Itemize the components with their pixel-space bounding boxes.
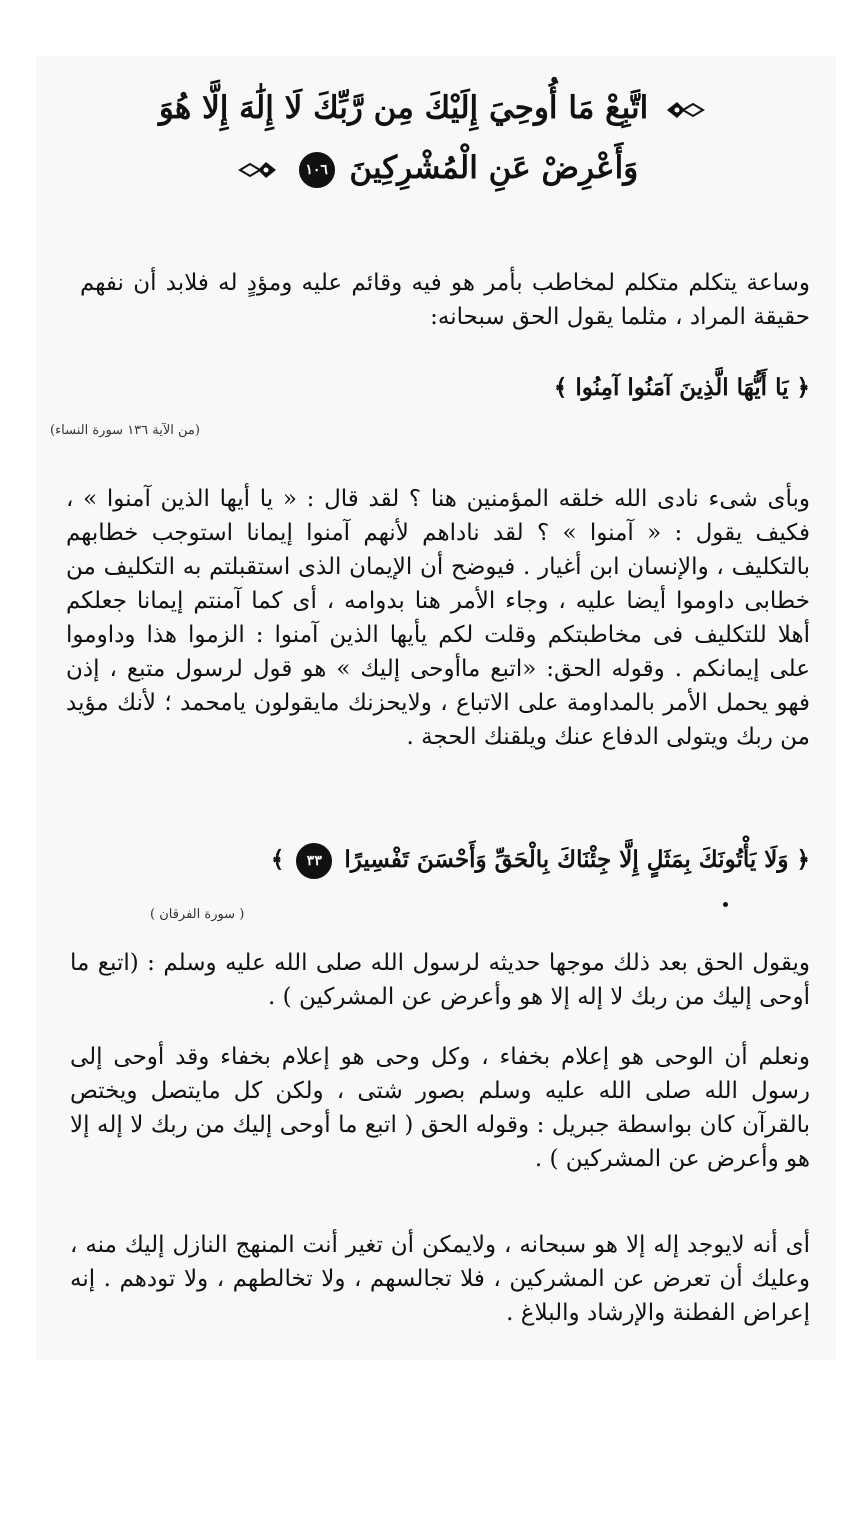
verse-open-bracket: ﴿ — [796, 846, 810, 873]
quoted-verse-nisa — [70, 368, 810, 408]
verse-furqan-text: وَلَا يَأْتُونَكَ بِمَثَلٍ إِلَّا جِئْنَاكَ بِالْحَقِّ وَأَحْسَنَ تَفْسِيرًا — [344, 846, 789, 873]
paragraph-conclusion: أى أنه لايوجد إله إلا هو سبحانه ، ولايمكن أن تغير أنت المنهج النازل إليك منه ، وعليك أن تعرض عن المشركين ، فلا تجالسهم ، ولا تخالطهم ، ولا تودهم . إنه إعراض الفطنة والإرشاد والبلاغ . — [70, 1232, 810, 1326]
verse-open-bracket: ﴿ — [796, 374, 810, 401]
header-verse-text-1: اتَّبِعْ مَا أُوحِيَ إِلَيْكَ مِن رَّبِّكَ لَا إِلَٰهَ إِلَّا هُوَ — [158, 90, 649, 126]
header-verse-text-2: وَأَعْرِضْ عَنِ الْمُشْرِكِينَ — [349, 150, 639, 186]
ornament-left-icon — [238, 159, 278, 181]
paragraph-explanation: وبأى شىء نادى الله خلقه المؤمنين هنا ؟ لقد قال : « يا أيها الذين آمنوا » ، فكيف يقول : « آمنوا » ؟ لقد ناداهم لأنهم آمنوا إيمانا استوجب خطابهم بالتكليف ، والإنسان ابن أغيار . فيوضح أن الإيمان الذى استقبلتم به التكليف من خطابى داوموا أيضا عليه ، وجاء الأمر هنا بدوامه ، أى كما آمنتم إيمانا جعلكم أهلا للتكليف فى مخاطبتكم وقلت لكم يأيها الذين آمنوا : الزموا هذا وداوموا على إيمانكم . وقوله الحق: «اتبع ماأوحى إليك » هو قول لرسول متبع ، إذن فهو يحمل الأمر بالمداومة على الاتباع ، ولايحزنك مايقولون يامحمد ؛ لأنك مؤيد من ربك ويتولى الدفاع عنك ويلقنك الحجة . — [66, 486, 810, 750]
scan-speck — [723, 902, 728, 907]
verse-nisa-text: يَا أَيُّهَا الَّذِينَ آمَنُوا آمِنُوا — [575, 374, 789, 401]
verse-number-badge: ٣٣ — [296, 843, 332, 879]
header-verse-line-2 — [60, 138, 810, 198]
header-verse — [60, 78, 810, 198]
verse-close-bracket: ﴾ — [270, 846, 285, 873]
book-page — [50, 70, 810, 1326]
quoted-verse-furqan — [70, 840, 810, 880]
verse-close-bracket: ﴾ — [553, 374, 568, 401]
header-verse-line-1 — [60, 78, 810, 138]
paragraph-revelation: ونعلم أن الوحى هو إعلام بخفاء ، وكل وحى هو إعلام بخفاء وقد أوحى إلى رسول الله صلى الله عليه وسلم بصور شتى ، ولكن كل مايتصل ويختص بالقرآن كان بواسطة جبريل : وقوله الحق ( اتبع ما أوحى إليك من ربك لا إله إلا هو وأعرض عن المشركين ) . — [70, 1044, 810, 1172]
paragraph-command: ويقول الحق بعد ذلك موجها حديثه لرسول الله صلى الله عليه وسلم : (اتبع ما أوحى إليك من ربك لا إله إلا هو وأعرض عن المشركين ) . — [70, 950, 810, 1010]
paragraph-intro: وساعة يتكلم متكلم لمخاطب بأمر هو فيه وقائم عليه ومؤدٍ له فلابد أن نفهم حقيقة المراد ، مثلما يقول الحق سبحانه: — [80, 270, 810, 330]
source-citation-furqan: ( سورة الفرقان ) — [150, 907, 245, 922]
ornament-right-icon — [665, 99, 705, 121]
source-citation-nisa: (من الآية ١٣٦ سورة النساء) — [50, 423, 200, 438]
ayah-number-badge: ١٠٦ — [299, 152, 335, 188]
